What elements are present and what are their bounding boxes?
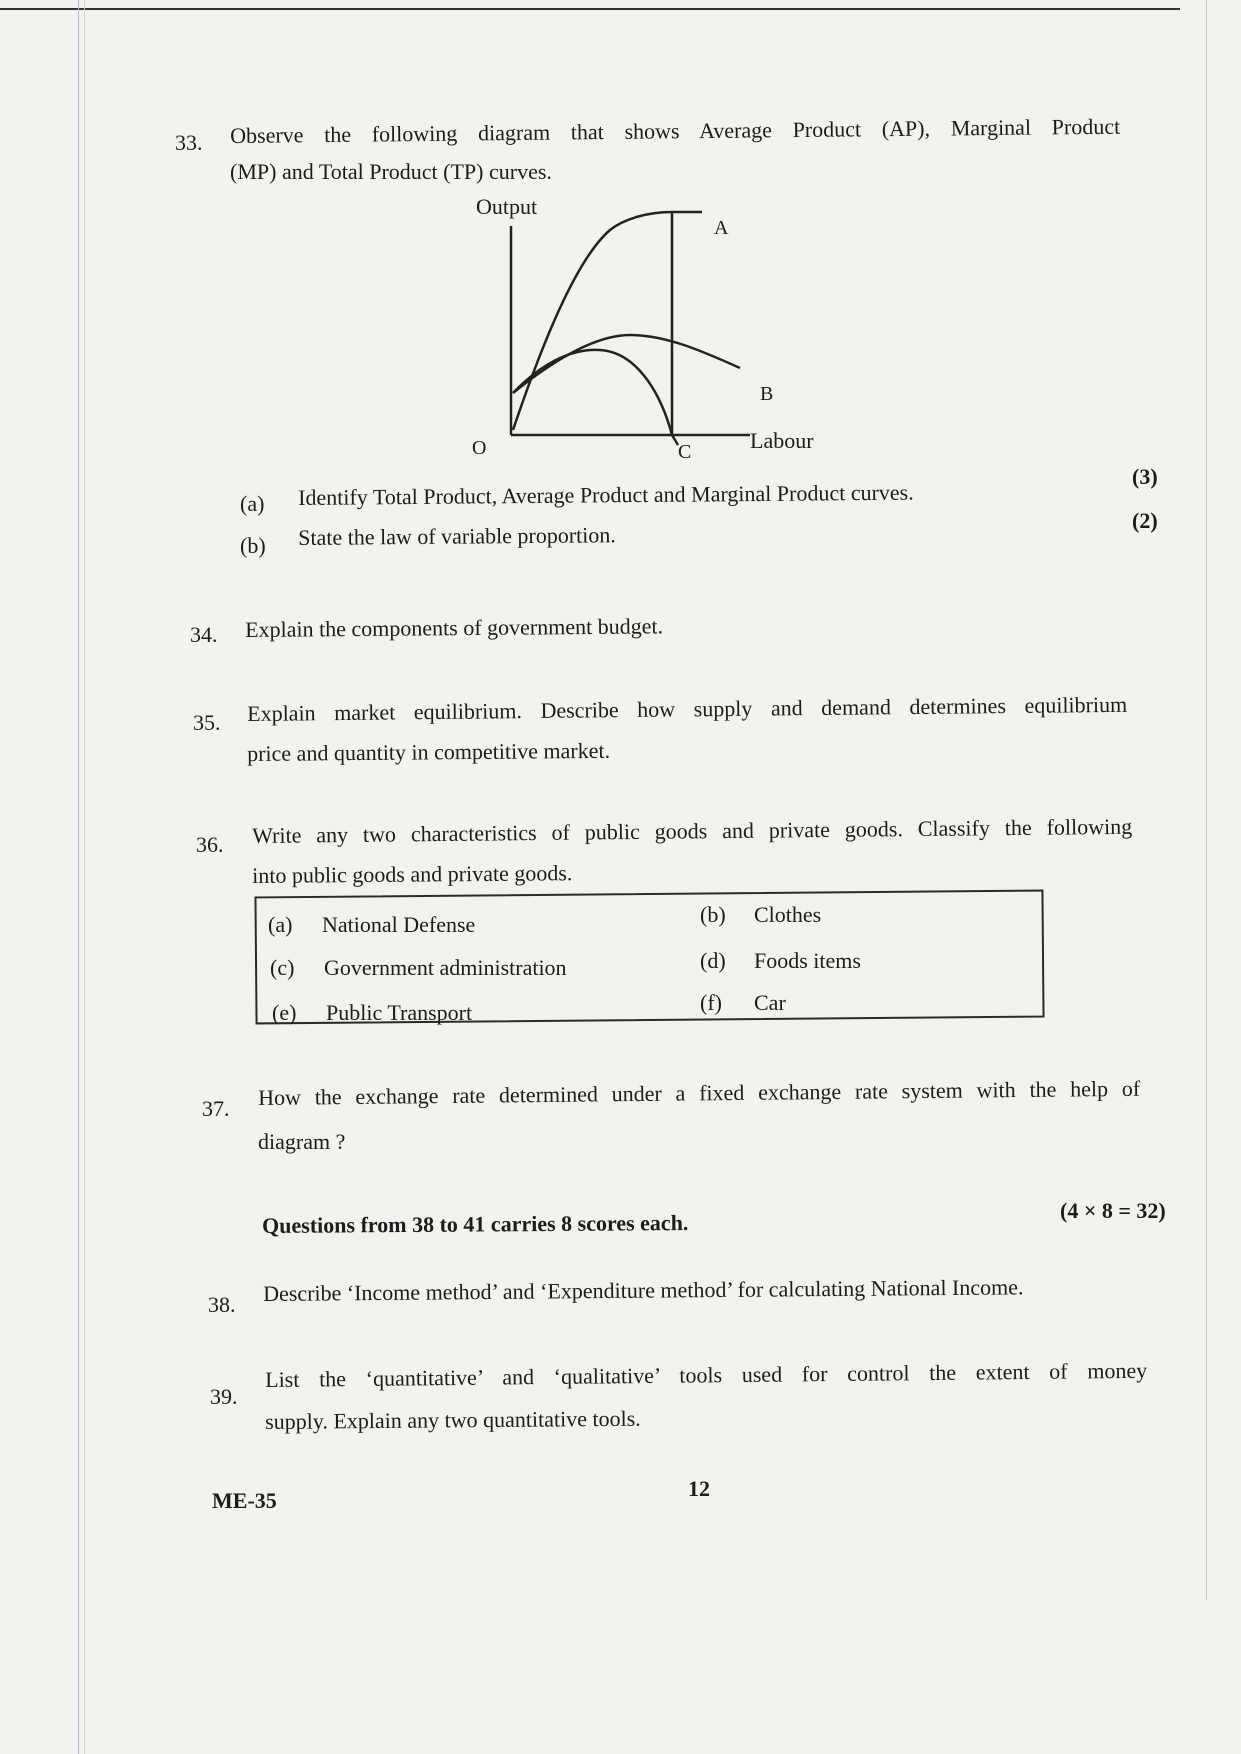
total-product-curve: [513, 212, 702, 430]
question-text-line2: supply. Explain any two quantitative tools.: [265, 1405, 641, 1434]
x-axis-label: Labour: [750, 428, 814, 453]
goods-item-label: (c): [270, 955, 295, 980]
question-text-line2: into public goods and private goods.: [252, 860, 573, 888]
question-number: 34.: [190, 622, 218, 647]
curve-label-a: A: [714, 217, 729, 239]
question-text-line2: (MP) and Total Product (TP) curves.: [230, 159, 552, 184]
left-margin-line-2: [84, 0, 85, 1754]
subquestion-a-marks: (3): [1132, 464, 1158, 489]
production-curves-diagram: [440, 190, 860, 460]
question-text-line2: price and quantity in competitive market.: [247, 737, 611, 766]
question-text-line1: Explain market equilibrium. Describe how supply and demand determines equilibrium: [247, 691, 1128, 726]
goods-item-text: Public Transport: [326, 1000, 473, 1025]
origin-label: O: [472, 437, 487, 459]
goods-item-text: Government administration: [324, 955, 567, 980]
right-page-edge: [1206, 0, 1207, 1600]
goods-item-label: (b): [700, 902, 726, 927]
left-margin-line: [78, 0, 79, 1754]
goods-item: [270, 955, 567, 981]
paper-code: ME-35: [212, 1488, 277, 1513]
goods-item-label: (a): [268, 912, 293, 937]
question-number: 37.: [202, 1096, 230, 1121]
page-number: 12: [688, 1476, 710, 1501]
question-text-line1: Write any two characteristics of public goods and private goods. Classify the following: [252, 813, 1133, 848]
y-axis-label: Output: [476, 194, 538, 219]
subquestion-a-text: Identify Total Product, Average Product and Marginal Product curves.: [298, 479, 914, 510]
goods-item: [700, 990, 786, 1016]
question-text-line1: How the exchange rate determined under a fixed exchange rate system with the help of: [258, 1075, 1141, 1110]
goods-item: [700, 948, 861, 974]
question-number: 35.: [193, 710, 221, 735]
question-text: Explain the components of government budget.: [245, 613, 664, 642]
subquestion-a-label: (a): [240, 491, 265, 516]
goods-item: [268, 912, 475, 938]
question-text-line2: diagram ?: [258, 1129, 346, 1154]
question-number: 36.: [196, 832, 224, 857]
goods-item-label: (d): [700, 948, 726, 973]
goods-item: [272, 1000, 472, 1026]
goods-item-text: National Defense: [322, 912, 476, 937]
curve-label-b: B: [760, 383, 774, 405]
top-border-line: [0, 8, 1180, 10]
section-heading: Questions from 38 to 41 carries 8 scores each.: [262, 1210, 689, 1238]
goods-item-text: Car: [754, 990, 786, 1015]
subquestion-b-marks: (2): [1132, 508, 1158, 533]
goods-item-label: (f): [700, 990, 722, 1015]
subquestion-b-label: (b): [240, 533, 266, 558]
question-text-line1: List the ‘quantitative’ and ‘qualitative’ tools used for control the extent of money: [265, 1357, 1148, 1392]
subquestion-b-text: State the law of variable proportion.: [298, 522, 616, 550]
question-text-line1: Observe the following diagram that shows Average Product (AP), Marginal Product: [230, 113, 1121, 148]
goods-item-text: Clothes: [754, 902, 822, 927]
question-number: 33.: [175, 130, 203, 155]
point-label-c: C: [678, 441, 692, 460]
goods-item-text: Foods items: [754, 948, 861, 973]
question-text: Describe ‘Income method’ and ‘Expenditure method’ for calculating National Income.: [263, 1274, 1024, 1306]
question-number: 38.: [208, 1292, 236, 1317]
goods-item-label: (e): [272, 1000, 297, 1025]
section-marks: (4 × 8 = 32): [1060, 1198, 1166, 1223]
goods-item: [700, 902, 821, 928]
question-number: 39.: [210, 1384, 238, 1409]
